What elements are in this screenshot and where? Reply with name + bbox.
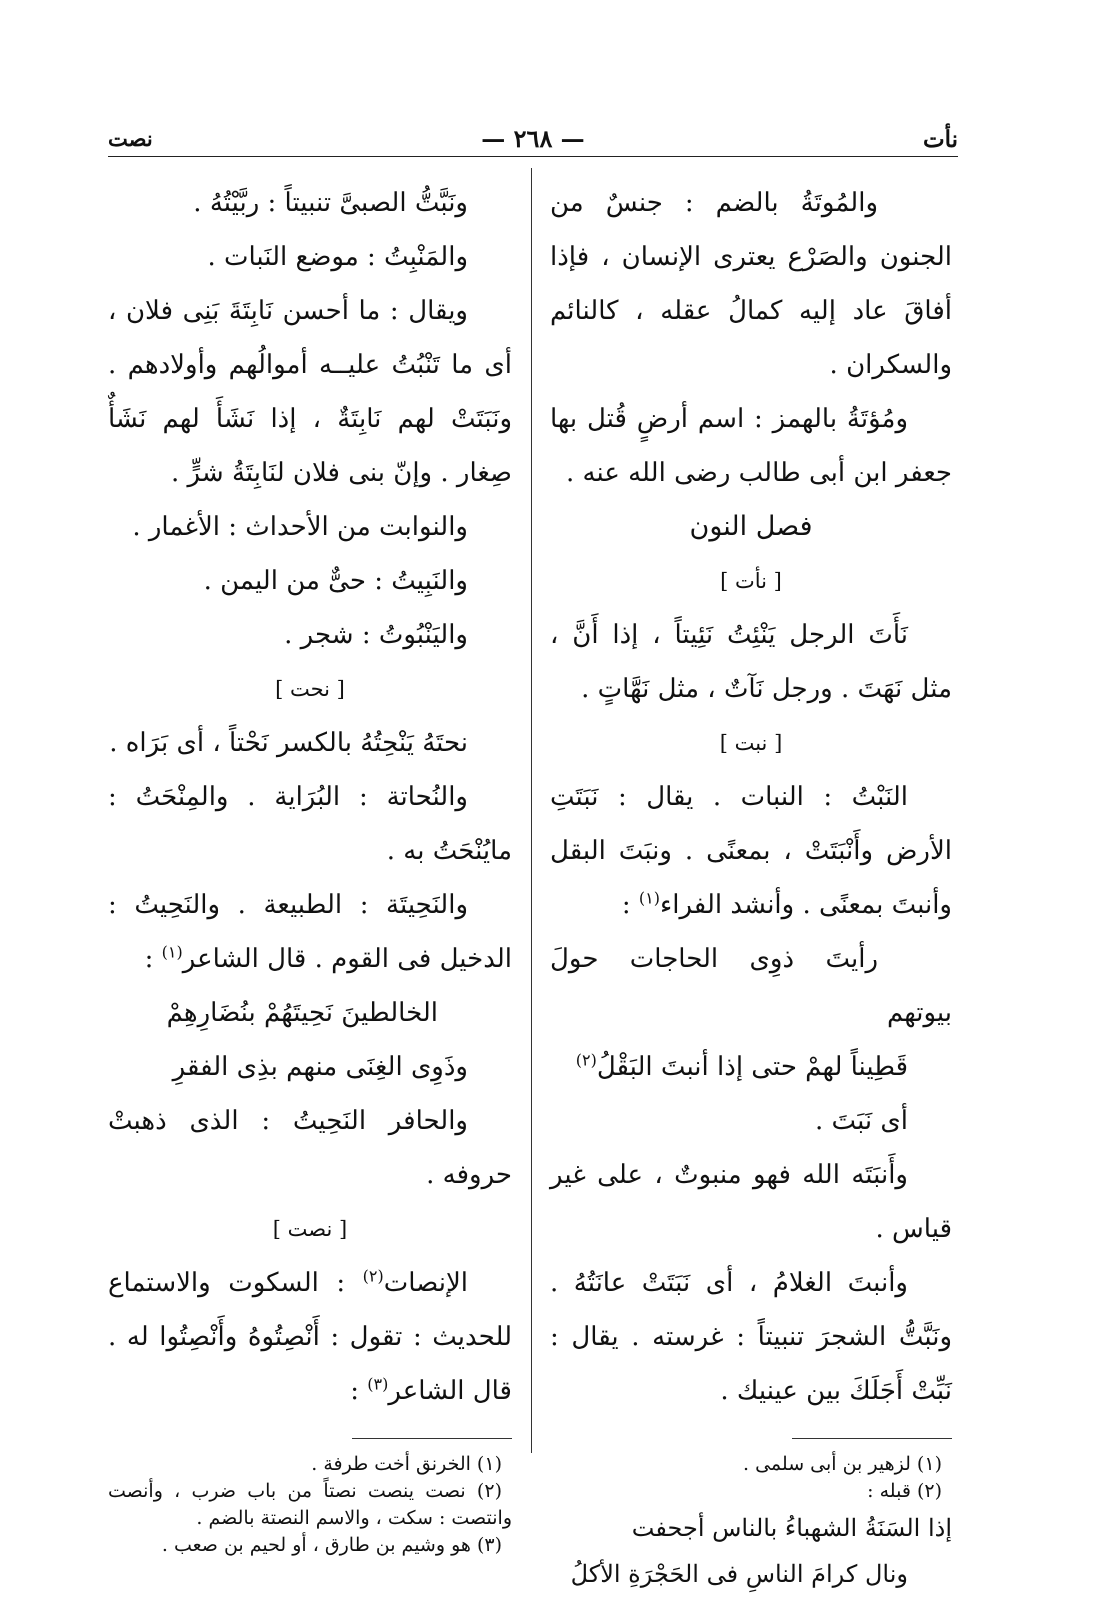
entry-paragraph: واليَنْبُوتُ : شجر . [284, 620, 468, 650]
footnote-rule [352, 1438, 512, 1439]
footnote-marker: (٣) [367, 1374, 389, 1394]
page-number: — ٢٦٨ — [481, 124, 585, 153]
entry-paragraph: والنُحاتة : البُرَاية . والمِنْحَتُ : مايُنْحَتُ به . [108, 782, 512, 866]
footnote-rule [792, 1438, 952, 1439]
footnote-marker: (٢) [575, 1050, 597, 1070]
header-rule [108, 156, 958, 157]
entry-paragraph: أى نَبَتَ . [815, 1106, 908, 1136]
entry-text: : السكوت والاستماع للحديث : تقول : أَنْصِتُوهُ وأَنْصِتُوا له . قال الشاعر [108, 1268, 512, 1406]
footnote: (١) لزهير بن أبى سلمى . [743, 1453, 942, 1475]
entry-title: [ نأت ] [720, 569, 782, 593]
entry-paragraph: نَأَتَ الرجل يَنْئِتُ نَئِيتاً ، إذا أَنَّ ، مثل نَهَتَ . ورجل نَآتٌ ، مثل نَهَّاتٍ . [550, 620, 952, 704]
header-right-word: نأت [922, 126, 958, 153]
footnote-marker: (١) [161, 942, 183, 962]
verse-line: رأيتَ ذوِى الحاجات حولَ بيوتهم [550, 944, 952, 1028]
entry-paragraph [108, 1256, 512, 1418]
entry-paragraph: والنَبِيتُ : حىٌّ من اليمن . [203, 566, 468, 596]
verse-line: الخالطينَ نَحِيتَهُمْ بنُضَارِهِمْ [166, 998, 438, 1028]
entry-paragraph: وأنبتَ الغلامُ ، أى نَبَتَتْ عانَتُهُ . ونَبَّتُّ الشجرَ تنبيتاً : غرسته . يقال : نَبِّتْ أَجَلَكَ بين عينيك . [550, 1268, 952, 1406]
footnote-verse: إذا السَنَةُ الشهباءُ بالناس أجحفت [631, 1514, 952, 1542]
left-column [108, 176, 512, 1559]
footnote: (٢) نصت ينصت نصتاً من باب ضرب ، وأنصت وانتصت : سكت ، والاسم النصتة بالضم . [108, 1480, 512, 1529]
verse-text: قَطِيناً لهمْ حتى إذا أنبتَ البَقْلُ [596, 1052, 908, 1082]
entry-paragraph: ويقال : ما أحسن نَابِتَةَ بَنِى فلان ، أى ما تَنْبُتُ عليــه أموالُهم وأولادهم . ونَبَتَتْ لهم نَابِتَةٌ ، إذا نَشَأَ لهم نَشَأٌ صِغار . وإنّ بنى فلان لنَابِتَةُ شرٍّ . [108, 296, 512, 488]
entry-text: : [350, 1376, 368, 1406]
entry-text: الإنصات [383, 1268, 468, 1298]
entry-title: [ نحت ] [275, 677, 345, 701]
entry-text: : [144, 944, 162, 974]
footnote-marker: (٢) [362, 1266, 384, 1286]
entry-paragraph: والحافر النَحِيتُ : الذى ذهبتْ حروفه . [108, 1106, 512, 1190]
entry-paragraph: ونَبَّتُّ الصبىَّ تنبيتاً : ربَّيْتُهُ . [193, 188, 468, 218]
entry-paragraph: النَبْتُ : النبات . يقال : نَبَتَتِ الأرض وأَنْبَتَتْ ، بمعنًى . ونبَتَ البقل وأنبتَ بمعنًى . وأنشد الفراء$^{(١)}$ : [550, 782, 952, 920]
header-left-word: نصت [108, 126, 153, 151]
entry-text: والنَحِيتَة : الطبيعة . والنَحِيتُ : الدخيل فى القوم . قال الشاعر [108, 890, 512, 974]
entry-paragraph: والمَنْبِتُ : موضع النَبات . [207, 242, 468, 272]
entry-title: [ نصت ] [272, 1217, 348, 1241]
section-title: فصل النون [689, 511, 813, 542]
verse-line: وذَوِى الغِنَى منهم بذِى الفقرِ [172, 1052, 468, 1082]
verse-line [550, 1040, 952, 1094]
entry-paragraph: والمُوتَةُ بالضم : جنسٌ من الجنون والصَرْع يعترى الإنسان ، فإذا أفاقَ عاد إليه كمالُ عقله ، كالنائم والسكران . [550, 188, 952, 380]
entry-title: [ نبت ] [719, 731, 783, 755]
footnote: (٣) هو وشيم بن طارق ، أو لحيم بن صعب . [161, 1534, 502, 1556]
entry-paragraph: والنوابت من الأحداث : الأغمار . [132, 512, 468, 542]
entry-paragraph: وأَنبَتَه الله فهو منبوتٌ ، على غير قياس . [550, 1160, 952, 1244]
right-column [550, 176, 952, 1597]
column-divider [531, 168, 532, 1453]
entry-paragraph: نحتَهُ يَنْحِتُهُ بالكسر نَحْتاً ، أى بَرَاه . [109, 728, 468, 758]
footnote: (١) الخرنق أخت طرفة . [311, 1453, 502, 1475]
entry-paragraph [108, 878, 512, 986]
footnote-marker: (١) [638, 888, 660, 908]
footnote-verse: ونال كرامَ الناسِ فى الحَجْرَةِ الأكلُ [570, 1560, 908, 1588]
entry-paragraph: ومُؤتَةُ بالهمز : اسم أرضٍ قُتل بها جعفر ابن أبى طالب رضى الله عنه . [550, 404, 952, 488]
footnote: (٢) قبله : [867, 1480, 942, 1502]
entry-text: النَبْتُ : النبات . يقال : نَبَتَتِ الأرض وأَنْبَتَتْ ، بمعنًى . ونبَتَ البقل وأنبتَ بمعنًى . وأنشد الفراء [550, 782, 952, 920]
